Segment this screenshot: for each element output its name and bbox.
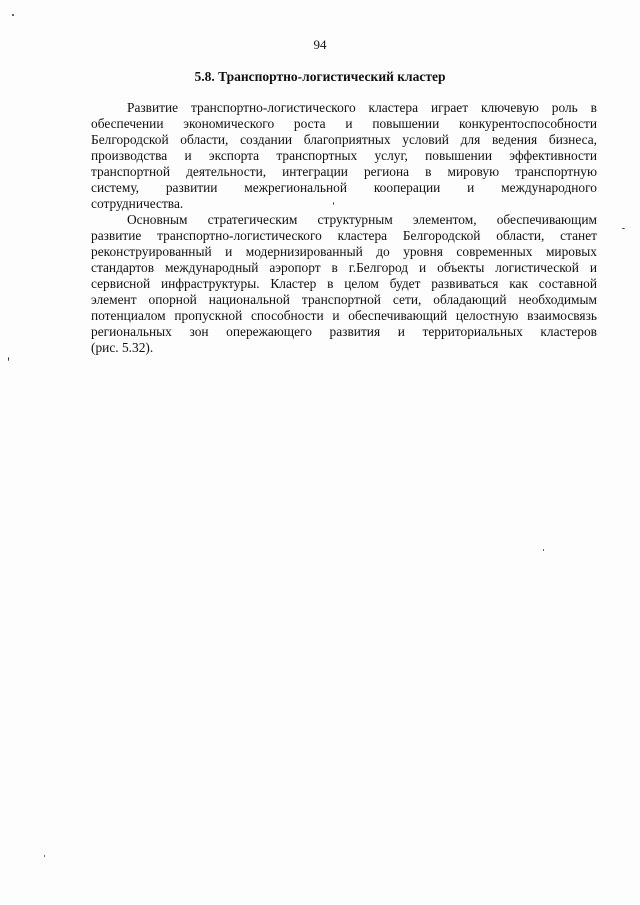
paragraph-2 [91,212,597,356]
text-line: реконструированный и модернизированный до уровня современных мировых [91,244,597,259]
text-line: Белгородской области, создании благоприятных условий для ведения бизнеса, [91,132,597,147]
text-line: обеспечении экономического роста и повышении конкурентоспособности [91,116,597,131]
page-number: 94 [313,37,327,52]
text-line: развитие транспортно-логистического кластера Белгородской области, станет [91,228,597,243]
scan-speck [333,202,334,205]
text-line: Развитие транспортно-логистического кластера играет ключевую роль в [127,100,597,115]
text-line: региональных зон опережающего развития и территориальных кластеров [91,324,597,339]
paragraph-1 [91,100,597,212]
section-title: 5.8. Транспортно-логистический кластер [194,69,446,84]
scan-speck [622,228,625,229]
text-line: систему, развитии межрегиональной кооперации и международного [91,180,597,195]
body-text [91,100,597,356]
text-line: производства и экспорта транспортных услуг, повышении эффективности [91,148,597,163]
text-line: транспортной деятельности, интеграции региона в мировую транспортную [91,164,597,179]
text-line: (рис. 5.32). [91,340,154,355]
text-line: элемент опорной национальной транспортной сети, обладающий необходимым [91,292,597,307]
scan-speck [12,14,14,16]
scan-speck [44,855,45,857]
text-line: потенциалом пропускной способности и обеспечивающий целостную взаимосвязь [91,308,597,323]
scan-speck [543,549,544,551]
text-line: стандартов международный аэропорт в г.Белгород и объекты логистической и [91,260,597,275]
text-line: Основным стратегическим структурным элементом, обеспечивающим [127,212,597,227]
text-line: сервисной инфраструктуры. Кластер в целом будет развиваться как составной [91,276,597,291]
scan-speck [8,357,9,361]
text-line: сотрудничества. [91,196,184,211]
